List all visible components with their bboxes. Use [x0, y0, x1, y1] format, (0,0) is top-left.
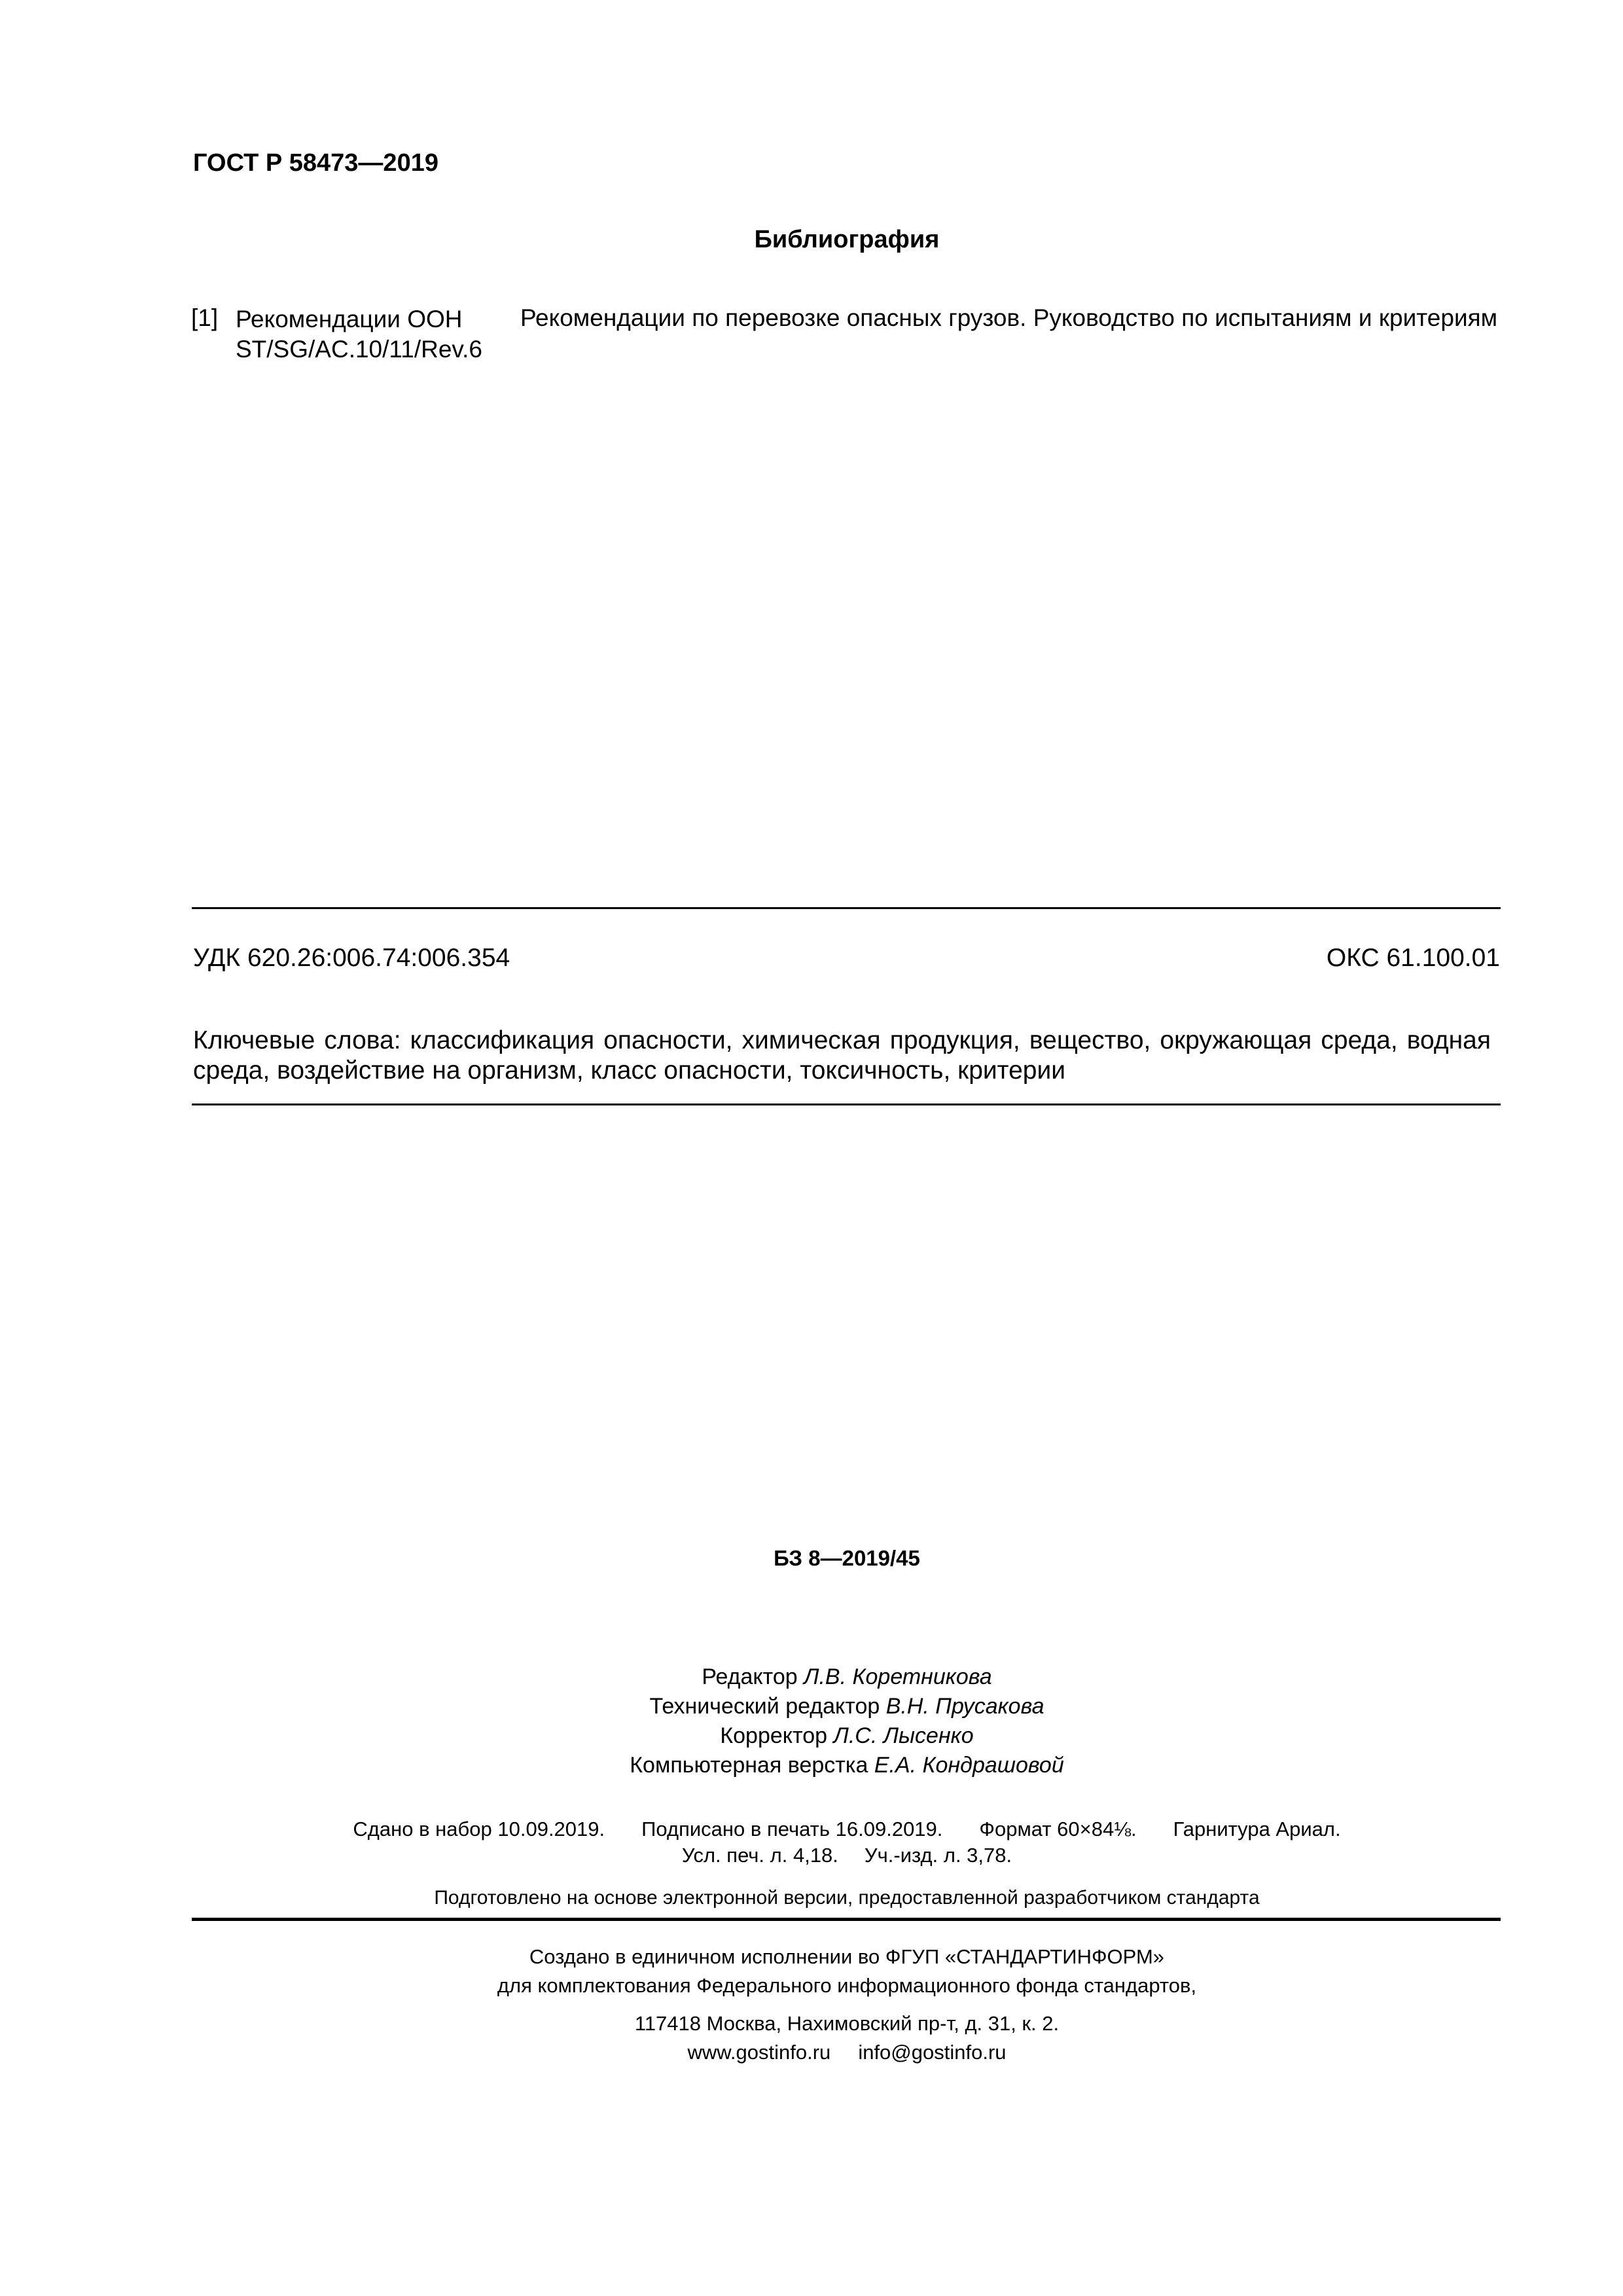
credit-line	[193, 1692, 1501, 1721]
print-sheets: Усл. печ. л. 4,18.	[681, 1844, 838, 1867]
credit-name: Л.В. Коретникова	[804, 1664, 992, 1689]
typeface: Гарнитура Ариал.	[1173, 1818, 1341, 1840]
publication-line	[193, 1842, 1501, 1869]
keywords: Ключевые слова: классификация опасности, химическая продукция, вещество, окружающая среда, водная среда, воздействие на организм, класс опасности, токсичность, критерии	[193, 1026, 1491, 1085]
credit-name: В.Н. Прусакова	[885, 1694, 1044, 1719]
publication-details	[193, 1816, 1501, 1869]
created-line: для комплектования Федерального информационного фонда стандартов,	[497, 1974, 1197, 1997]
bibliography-title: Библиография	[754, 226, 940, 253]
bibliography-entry-title: Рекомендации по перевозке опасных грузов. Руководство по испытаниям и критериям	[520, 304, 1498, 331]
divider-top	[192, 907, 1501, 909]
edition-sheets: Уч.-изд. л. 3,78.	[864, 1844, 1012, 1867]
bibliography-source-line: Рекомендации ООН	[236, 306, 463, 332]
website-link[interactable]: www.gostinfo.ru	[687, 2041, 831, 2064]
credit-role: Редактор	[702, 1664, 798, 1689]
submitted-date: Сдано в набор 10.09.2019.	[353, 1818, 605, 1840]
created-line: Создано в единичном исполнении во ФГУП «СТАНДАРТИНФОРМ»	[529, 1945, 1165, 1968]
credit-line	[193, 1751, 1501, 1780]
oks-code: ОКС 61.100.01	[1326, 944, 1500, 972]
credit-line	[193, 1662, 1501, 1692]
bibliography-entry-number: [1]	[191, 304, 219, 331]
credit-name: Е.А. Кондрашовой	[874, 1753, 1064, 1778]
email-link[interactable]: info@gostinfo.ru	[858, 2041, 1007, 2064]
created-note	[193, 1943, 1501, 2000]
credit-role: Корректор	[720, 1723, 828, 1748]
standard-code: ГОСТ Р 58473—2019	[193, 149, 438, 177]
bibliography-entry-source	[236, 304, 482, 365]
divider-thick	[192, 1918, 1501, 1921]
signed-date: Подписано в печать 16.09.2019.	[641, 1818, 943, 1840]
paper-format: Формат 60×84⅛.	[979, 1818, 1137, 1840]
credit-name: Л.С. Лысенко	[833, 1723, 974, 1748]
udk-code: УДК 620.26:006.74:006.354	[193, 944, 510, 972]
credit-role: Компьютерная верстка	[630, 1753, 868, 1778]
bibliography-source-line: ST/SG/AC.10/11/Rev.6	[236, 336, 483, 363]
divider-bottom	[192, 1103, 1501, 1105]
address-line: 117418 Москва, Нахимовский пр-т, д. 31, к. 2.	[634, 2012, 1060, 2035]
credit-role: Технический редактор	[649, 1694, 880, 1719]
credit-line	[193, 1721, 1501, 1751]
contact-line	[193, 2038, 1501, 2067]
publication-line	[193, 1816, 1501, 1842]
bz-number: БЗ 8—2019/45	[774, 1546, 920, 1570]
credits-block	[193, 1662, 1501, 1780]
prepared-note: Подготовлено на основе электронной версии, предоставленной разработчиком стандарта	[434, 1887, 1260, 1909]
publisher-address	[193, 2009, 1501, 2067]
